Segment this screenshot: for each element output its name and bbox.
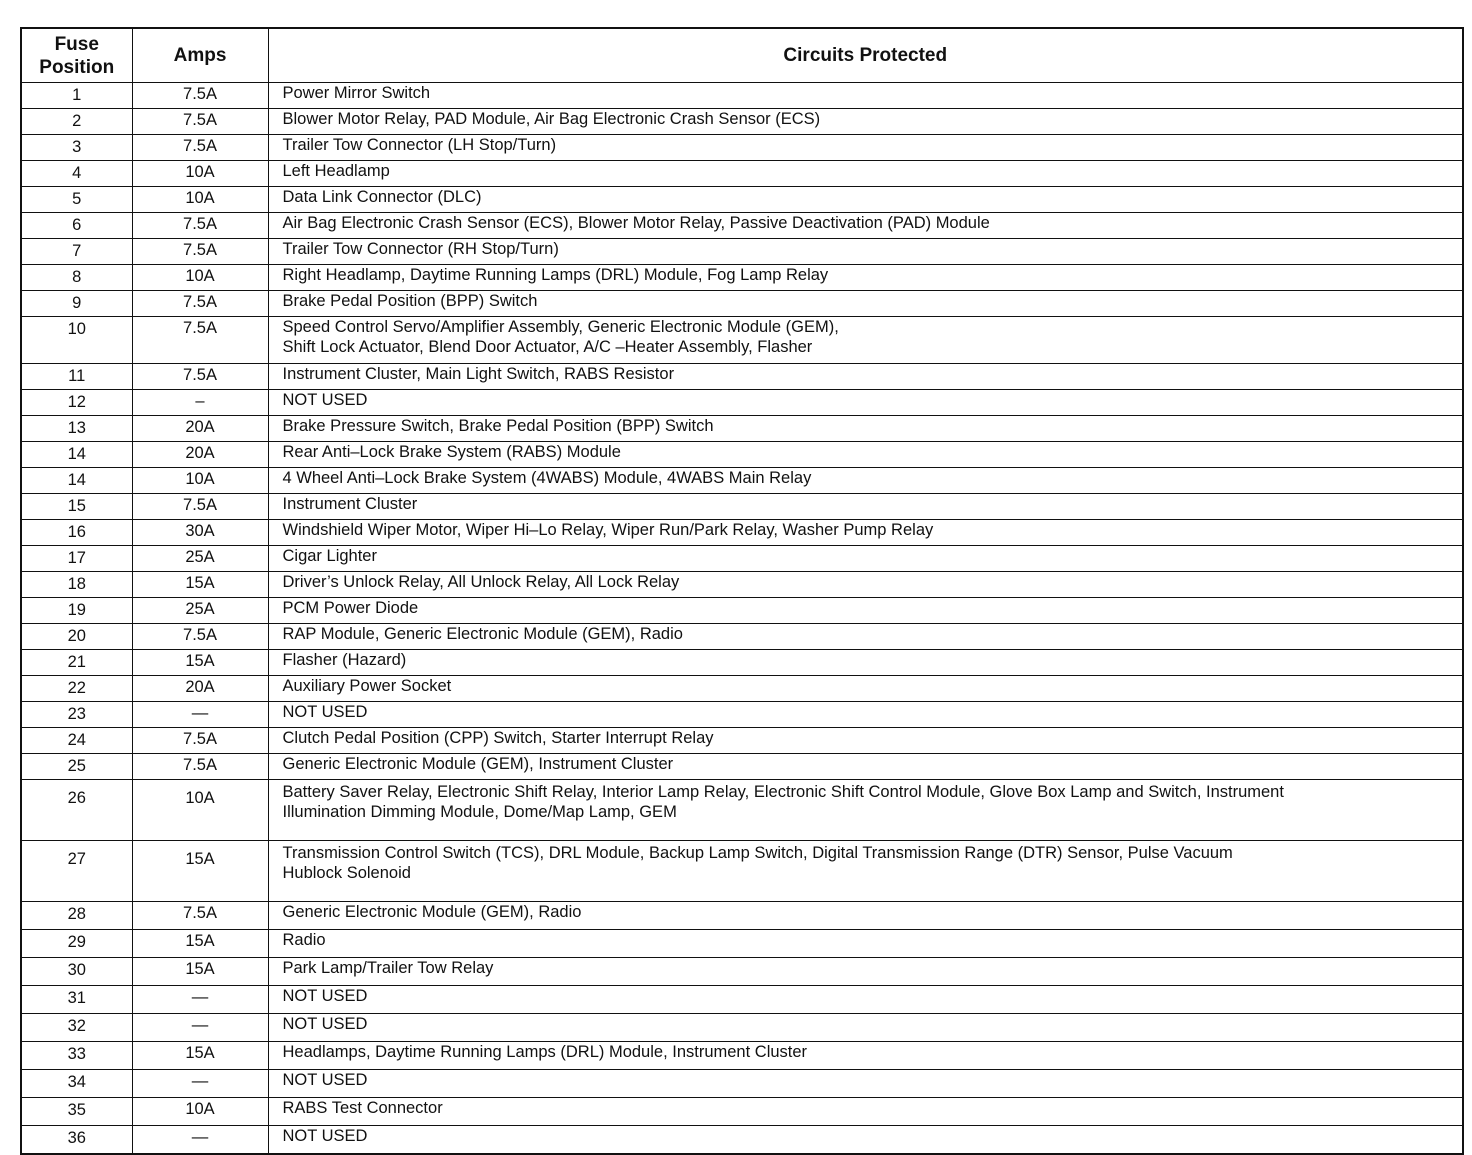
circuits-cell	[268, 754, 1463, 780]
circuits-cell	[268, 650, 1463, 676]
circuits-cell	[268, 1070, 1463, 1098]
fuse-position-cell: 32	[21, 1014, 132, 1042]
table-row	[21, 416, 1463, 442]
amps-cell: 15A	[132, 1042, 268, 1070]
circuits-text: Cigar Lighter	[282, 547, 377, 565]
circuits-text: RABS Test Connector	[282, 1099, 443, 1117]
table-row	[21, 135, 1463, 161]
circuits-text: Generic Electronic Module (GEM), Instrument Cluster	[282, 755, 674, 773]
table-row	[21, 494, 1463, 520]
circuits-text: Brake Pressure Switch, Brake Pedal Position (BPP) Switch	[282, 417, 714, 435]
circuits-cell	[268, 930, 1463, 958]
fuse-position-cell: 14	[21, 442, 132, 468]
circuits-text: Instrument Cluster	[282, 495, 418, 513]
table-row	[21, 676, 1463, 702]
fuse-position-cell: 12	[21, 390, 132, 416]
circuits-text: Speed Control Servo/Amplifier Assembly, Generic Electronic Module (GEM),	[282, 318, 839, 336]
circuits-text: Data Link Connector (DLC)	[282, 188, 482, 206]
circuits-cell	[268, 958, 1463, 986]
amps-cell: 7.5A	[132, 902, 268, 930]
fuse-position-cell: 19	[21, 598, 132, 624]
amps-cell: 30A	[132, 520, 268, 546]
amps-cell: 7.5A	[132, 364, 268, 390]
circuits-cell	[268, 702, 1463, 728]
amps-cell: 7.5A	[132, 494, 268, 520]
circuits-cell	[268, 416, 1463, 442]
table-row	[21, 902, 1463, 930]
circuits-text: NOT USED	[282, 1015, 368, 1033]
circuits-text: Blower Motor Relay, PAD Module, Air Bag Electronic Crash Sensor (ECS)	[282, 110, 821, 128]
amps-cell: 15A	[132, 841, 268, 902]
circuits-cell	[268, 986, 1463, 1014]
circuits-text: Generic Electronic Module (GEM), Radio	[282, 903, 582, 921]
amps-cell: 7.5A	[132, 317, 268, 364]
circuits-cell	[268, 624, 1463, 650]
circuits-cell	[268, 728, 1463, 754]
circuits-text: Auxiliary Power Socket	[282, 677, 452, 695]
fuse-position-cell: 18	[21, 572, 132, 598]
table-row	[21, 187, 1463, 213]
circuits-text-line2: Shift Lock Actuator, Blend Door Actuator, A/C –Heater Assembly, Flasher	[282, 338, 813, 356]
circuits-text: Power Mirror Switch	[282, 84, 431, 102]
amps-cell: 10A	[132, 1098, 268, 1126]
table-row	[21, 754, 1463, 780]
amps-cell: 25A	[132, 598, 268, 624]
table-row	[21, 986, 1463, 1014]
table-row	[21, 239, 1463, 265]
table-row	[21, 161, 1463, 187]
fuse-position-cell: 7	[21, 239, 132, 265]
header-amps: Amps	[132, 28, 268, 83]
fuse-position-cell: 21	[21, 650, 132, 676]
table-row	[21, 520, 1463, 546]
table-row	[21, 930, 1463, 958]
circuits-cell	[268, 1098, 1463, 1126]
circuits-text: Transmission Control Switch (TCS), DRL Module, Backup Lamp Switch, Digital Transmission Range (DTR) Sensor, Pulse Vacuum	[282, 844, 1233, 862]
circuits-text: Brake Pedal Position (BPP) Switch	[282, 292, 538, 310]
circuits-text: Left Headlamp	[282, 162, 390, 180]
circuits-cell	[268, 213, 1463, 239]
fuse-position-cell: 16	[21, 520, 132, 546]
circuits-text: RAP Module, Generic Electronic Module (GEM), Radio	[282, 625, 683, 643]
table-row	[21, 468, 1463, 494]
table-row	[21, 317, 1463, 364]
table-row	[21, 291, 1463, 317]
circuits-cell	[268, 135, 1463, 161]
fuse-table	[20, 27, 1464, 1155]
circuits-cell	[268, 676, 1463, 702]
circuits-text: Park Lamp/Trailer Tow Relay	[282, 959, 494, 977]
amps-cell: —	[132, 1014, 268, 1042]
fuse-position-cell: 20	[21, 624, 132, 650]
fuse-position-cell: 5	[21, 187, 132, 213]
table-row	[21, 1042, 1463, 1070]
fuse-position-cell: 14	[21, 468, 132, 494]
amps-cell: 7.5A	[132, 754, 268, 780]
fuse-position-cell: 31	[21, 986, 132, 1014]
amps-cell: 10A	[132, 468, 268, 494]
amps-cell: 15A	[132, 930, 268, 958]
fuse-position-cell: 33	[21, 1042, 132, 1070]
fuse-position-cell: 4	[21, 161, 132, 187]
table-row	[21, 442, 1463, 468]
circuits-text: Instrument Cluster, Main Light Switch, RABS Resistor	[282, 365, 675, 383]
circuits-cell	[268, 902, 1463, 930]
circuits-cell	[268, 546, 1463, 572]
amps-cell: 20A	[132, 416, 268, 442]
table-row	[21, 364, 1463, 390]
fuse-position-cell: 15	[21, 494, 132, 520]
table-row	[21, 650, 1463, 676]
circuits-text: Flasher (Hazard)	[282, 651, 407, 669]
circuits-text: Air Bag Electronic Crash Sensor (ECS), Blower Motor Relay, Passive Deactivation (PAD) Module	[282, 214, 990, 232]
circuits-text-line2: Illumination Dimming Module, Dome/Map Lamp, GEM	[282, 803, 677, 821]
table-row	[21, 780, 1463, 841]
circuits-text: Clutch Pedal Position (CPP) Switch, Starter Interrupt Relay	[282, 729, 714, 747]
circuits-cell	[268, 572, 1463, 598]
circuits-cell	[268, 83, 1463, 109]
circuits-cell	[268, 161, 1463, 187]
fuse-position-cell: 29	[21, 930, 132, 958]
fuse-position-cell: 25	[21, 754, 132, 780]
circuits-text: Driver’s Unlock Relay, All Unlock Relay, All Lock Relay	[282, 573, 680, 591]
header-circuits-protected: Circuits Protected	[268, 28, 1463, 83]
circuits-cell	[268, 317, 1463, 364]
table-row	[21, 83, 1463, 109]
amps-cell: 20A	[132, 442, 268, 468]
table-row	[21, 728, 1463, 754]
fuse-position-cell: 6	[21, 213, 132, 239]
table-row	[21, 265, 1463, 291]
table-row	[21, 546, 1463, 572]
fuse-position-cell: 11	[21, 364, 132, 390]
circuits-cell	[268, 520, 1463, 546]
circuits-cell	[268, 109, 1463, 135]
circuits-text: NOT USED	[282, 1127, 368, 1145]
header-fuse-position-line2: Position	[39, 56, 115, 78]
table-row	[21, 1126, 1463, 1155]
amps-cell: 15A	[132, 650, 268, 676]
circuits-cell	[268, 1126, 1463, 1155]
amps-cell: —	[132, 1126, 268, 1155]
circuits-text: Headlamps, Daytime Running Lamps (DRL) Module, Instrument Cluster	[282, 1043, 808, 1061]
circuits-cell	[268, 239, 1463, 265]
circuits-cell	[268, 780, 1463, 841]
circuits-text: NOT USED	[282, 703, 368, 721]
circuits-text: Radio	[282, 931, 326, 949]
header-fuse-position-line1: Fuse	[54, 33, 99, 55]
amps-cell: —	[132, 1070, 268, 1098]
circuits-text: Trailer Tow Connector (LH Stop/Turn)	[282, 136, 557, 154]
amps-cell: 7.5A	[132, 109, 268, 135]
fuse-position-cell: 34	[21, 1070, 132, 1098]
table-row	[21, 841, 1463, 902]
circuits-cell	[268, 1042, 1463, 1070]
circuits-text: Trailer Tow Connector (RH Stop/Turn)	[282, 240, 559, 258]
fuse-position-cell: 2	[21, 109, 132, 135]
fuse-position-cell: 3	[21, 135, 132, 161]
fuse-position-cell: 27	[21, 841, 132, 902]
circuits-cell	[268, 468, 1463, 494]
amps-cell: 20A	[132, 676, 268, 702]
amps-cell: —	[132, 702, 268, 728]
table-row	[21, 1014, 1463, 1042]
circuits-text: PCM Power Diode	[282, 599, 419, 617]
table-row	[21, 958, 1463, 986]
amps-cell: 7.5A	[132, 624, 268, 650]
fuse-position-cell: 24	[21, 728, 132, 754]
fuse-position-cell: 13	[21, 416, 132, 442]
circuits-cell	[268, 265, 1463, 291]
amps-cell: 25A	[132, 546, 268, 572]
fuse-position-cell: 10	[21, 317, 132, 364]
fuse-position-cell: 1	[21, 83, 132, 109]
amps-cell: 7.5A	[132, 213, 268, 239]
amps-cell: 10A	[132, 161, 268, 187]
circuits-text: NOT USED	[282, 987, 368, 1005]
fuse-position-cell: 35	[21, 1098, 132, 1126]
header-fuse-position	[21, 28, 132, 83]
fuse-position-cell: 17	[21, 546, 132, 572]
circuits-cell	[268, 841, 1463, 902]
amps-cell: 15A	[132, 572, 268, 598]
table-row	[21, 702, 1463, 728]
amps-cell: 7.5A	[132, 239, 268, 265]
circuits-cell	[268, 364, 1463, 390]
amps-cell: 7.5A	[132, 728, 268, 754]
table-row	[21, 598, 1463, 624]
fuse-position-cell: 9	[21, 291, 132, 317]
table-row	[21, 624, 1463, 650]
circuits-cell	[268, 390, 1463, 416]
amps-cell: 7.5A	[132, 135, 268, 161]
circuits-text: Windshield Wiper Motor, Wiper Hi–Lo Relay, Wiper Run/Park Relay, Washer Pump Relay	[282, 521, 934, 539]
circuits-cell	[268, 598, 1463, 624]
table-row	[21, 109, 1463, 135]
amps-cell: —	[132, 986, 268, 1014]
fuse-position-cell: 22	[21, 676, 132, 702]
fuse-position-cell: 23	[21, 702, 132, 728]
fuse-position-cell: 36	[21, 1126, 132, 1155]
amps-cell: 10A	[132, 265, 268, 291]
fuse-position-cell: 30	[21, 958, 132, 986]
table-row	[21, 1098, 1463, 1126]
amps-cell: 10A	[132, 187, 268, 213]
circuits-text: NOT USED	[282, 391, 368, 409]
header-row	[21, 28, 1463, 83]
circuits-text: Battery Saver Relay, Electronic Shift Relay, Interior Lamp Relay, Electronic Shift Control Module, Glove Box Lamp and Switch, Instrument	[282, 783, 1284, 801]
circuits-cell	[268, 442, 1463, 468]
fuse-position-cell: 26	[21, 780, 132, 841]
amps-cell: 15A	[132, 958, 268, 986]
table-row	[21, 390, 1463, 416]
amps-cell: 7.5A	[132, 291, 268, 317]
circuits-cell	[268, 494, 1463, 520]
circuits-text: NOT USED	[282, 1071, 368, 1089]
fuse-position-cell: 28	[21, 902, 132, 930]
circuits-cell	[268, 1014, 1463, 1042]
table-row	[21, 1070, 1463, 1098]
circuits-text: Right Headlamp, Daytime Running Lamps (DRL) Module, Fog Lamp Relay	[282, 266, 829, 284]
amps-cell: 7.5A	[132, 83, 268, 109]
fuse-position-cell: 8	[21, 265, 132, 291]
circuits-text: Rear Anti–Lock Brake System (RABS) Module	[282, 443, 621, 461]
table-row	[21, 213, 1463, 239]
circuits-text: 4 Wheel Anti–Lock Brake System (4WABS) Module, 4WABS Main Relay	[282, 469, 812, 487]
amps-cell: 10A	[132, 780, 268, 841]
circuits-cell	[268, 187, 1463, 213]
amps-cell: –	[132, 390, 268, 416]
table-row	[21, 572, 1463, 598]
circuits-cell	[268, 291, 1463, 317]
circuits-text-line2: Hublock Solenoid	[282, 864, 411, 882]
